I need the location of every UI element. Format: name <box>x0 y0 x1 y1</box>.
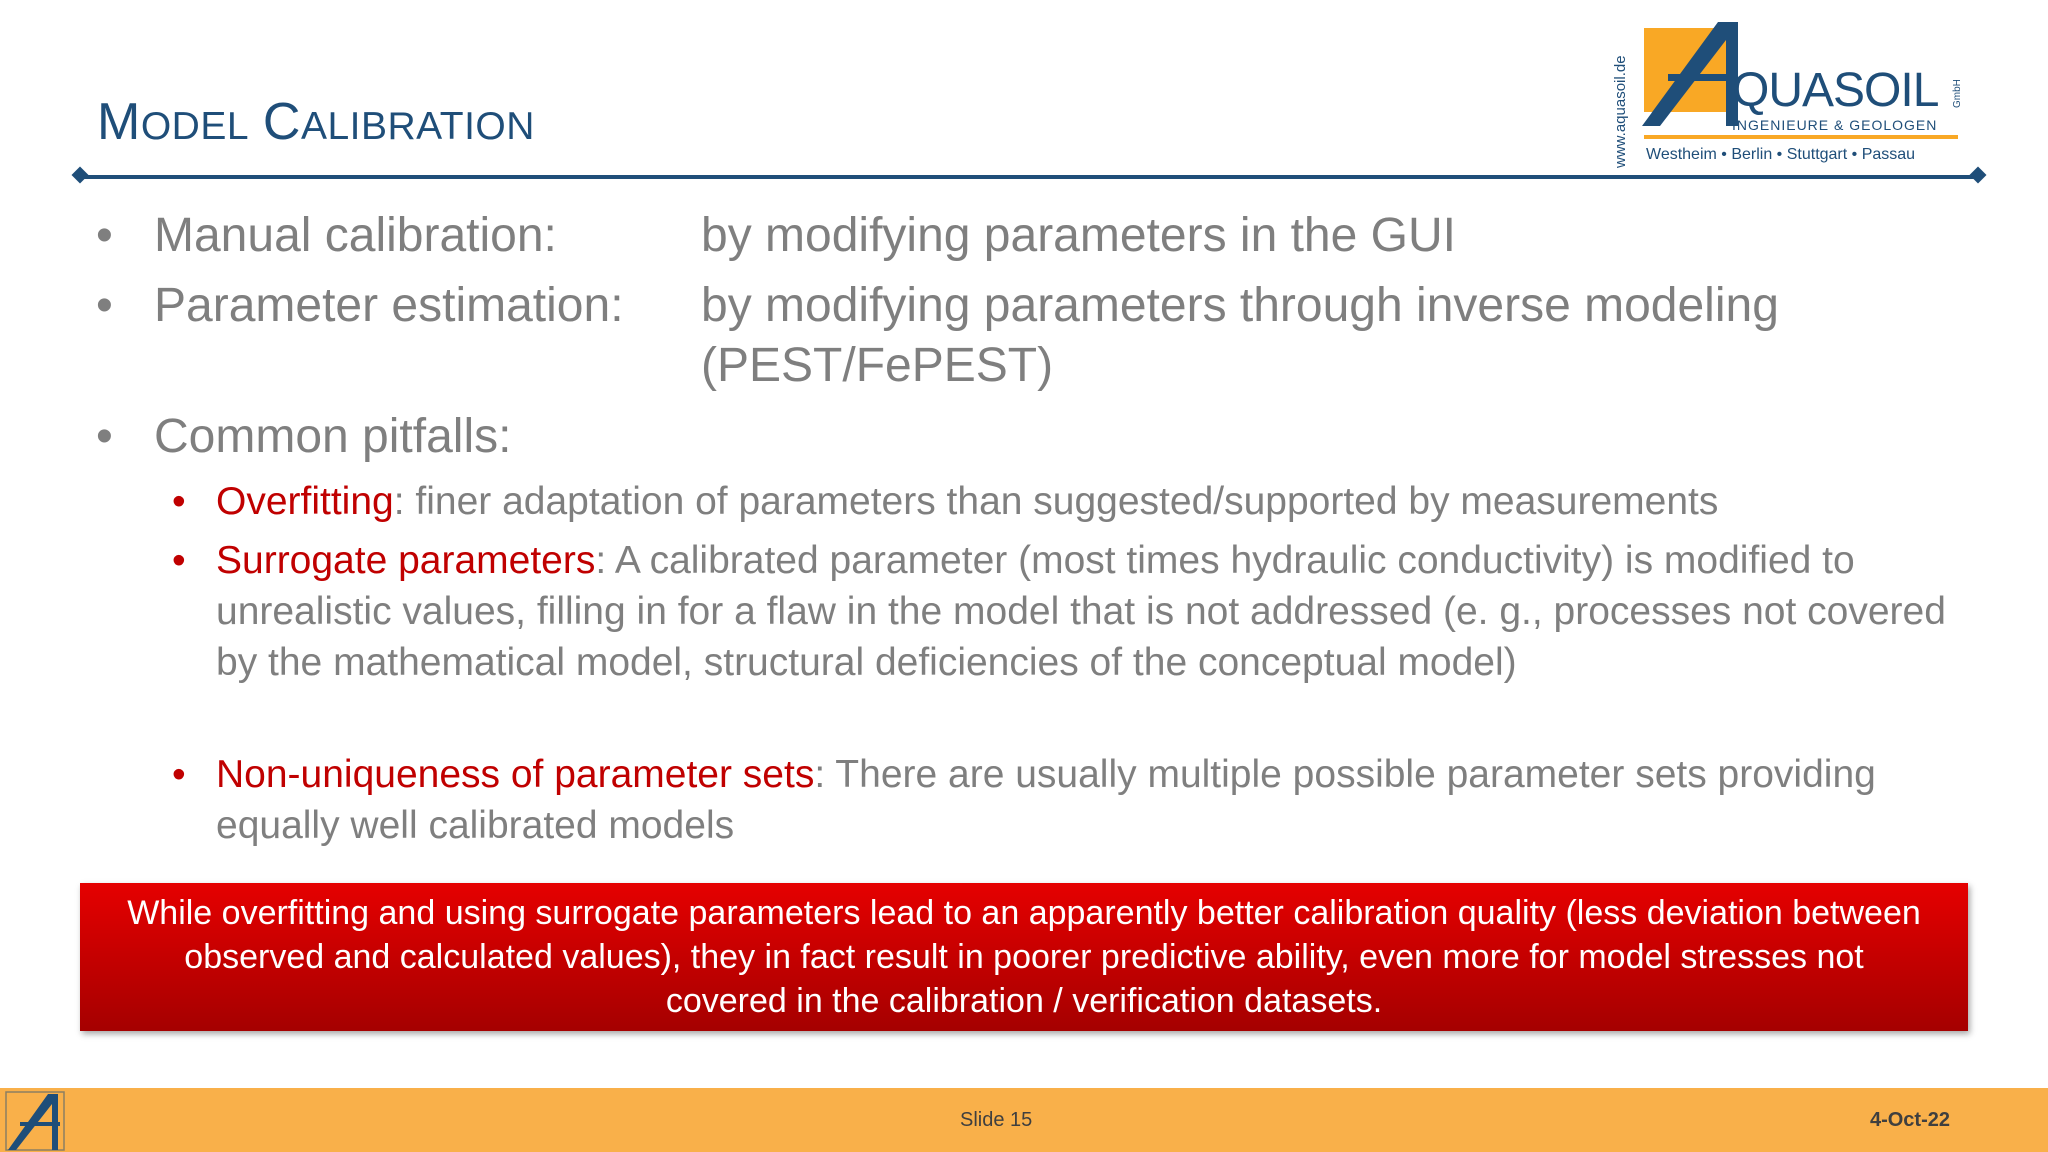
title-word-model: ODEL <box>140 105 250 148</box>
logo-website: www.aquasoil.de <box>1612 55 1629 168</box>
footer-logo-icon <box>4 1090 66 1152</box>
bullet-value: by modifying parameters through inverse modeling <box>701 279 1779 332</box>
pitfall-description: : There are usually multiple possible parameter sets providing equally well calibrated models <box>216 753 1876 847</box>
title-initial-calibration: C <box>262 93 301 151</box>
pitfall-term: Surrogate parameters <box>216 539 596 582</box>
bullet-label: Manual calibration: <box>154 209 557 262</box>
pitfall-description: : A calibrated parameter (most times hydraulic conductivity) is modified to unrealistic values, filling in for a flaw in the model that is not addressed (e. g., processes not covered by the mathematical model, structural deficiencies of the conceptual model) <box>216 539 1946 684</box>
bullet-marker: • <box>96 279 113 332</box>
logo-wordmark: QUASOIL <box>1732 64 1939 117</box>
warning-callout-box <box>80 883 1968 1031</box>
bullet-label: Common pitfalls: <box>154 410 512 463</box>
logo-subtitle: INGENIEURE & GEOLOGEN <box>1732 117 1938 133</box>
slide-title <box>97 92 535 152</box>
divider-right-diamond <box>1970 167 1987 184</box>
bullet-marker: • <box>96 209 113 262</box>
bullet-label: Parameter estimation: <box>154 279 624 332</box>
slide-date: 4-Oct-22 <box>1869 1109 1950 1131</box>
pitfall-term: Non-uniqueness of parameter sets <box>216 753 815 796</box>
sub-bullet-marker: • <box>172 753 186 796</box>
sub-bullet-marker: • <box>172 480 186 523</box>
bullet-value: by modifying parameters in the GUI <box>701 209 1456 262</box>
bullet-marker: • <box>96 410 113 463</box>
title-divider <box>80 175 1977 179</box>
sub-bullet-marker: • <box>172 539 186 582</box>
company-logo <box>1612 18 1962 170</box>
logo-gmbh: GmbH <box>1952 79 1963 108</box>
title-initial-model: M <box>97 93 141 151</box>
callout-text: While overfitting and using surrogate parameters lead to an apparently better calibration quality (less deviation between observed and calculated values), they in fact result in poorer predictive ability, even more for model stresses not covered in the calibration / verification datasets. <box>127 894 1921 1020</box>
logo-underline <box>1644 135 1958 139</box>
bullet-value-continued: (PEST/FePEST) <box>701 339 1054 392</box>
footer-bar <box>0 1088 2048 1152</box>
divider-left-diamond <box>72 167 89 184</box>
slide-number: Slide 15 <box>960 1109 1033 1131</box>
title-word-calibration: ALIBRATION <box>300 105 535 148</box>
pitfall-description: : finer adaptation of parameters than suggested/supported by measurements <box>393 480 1719 523</box>
pitfall-term: Overfitting <box>216 480 394 523</box>
logo-cities: Westheim • Berlin • Stuttgart • Passau <box>1646 146 1916 163</box>
